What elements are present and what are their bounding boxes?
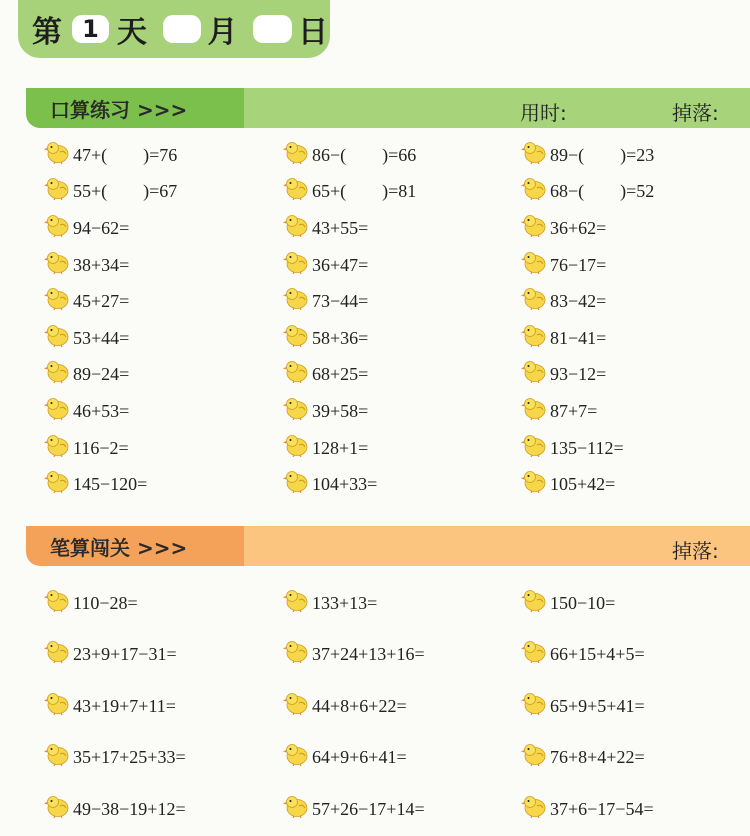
problem-expression: 81−41= — [550, 327, 607, 348]
problem-expression: 45+27= — [73, 291, 130, 312]
problem-expression: 44+8+6+22= — [312, 695, 407, 716]
problem-expression: 53+44= — [73, 327, 130, 348]
problem-expression: 104+33= — [312, 474, 378, 495]
chick-icon — [44, 469, 70, 493]
written-calc-bar — [26, 526, 750, 566]
problem-expression: 116−2= — [73, 437, 129, 458]
chick-icon — [283, 323, 309, 347]
problem-expression: 37+6−17−54= — [550, 798, 654, 819]
problem-expression: 35+17+25+33= — [73, 747, 186, 768]
chick-icon — [521, 742, 547, 766]
problem-item[interactable] — [283, 288, 368, 313]
problem-expression: 87+7= — [550, 401, 598, 422]
problem-item[interactable] — [283, 252, 368, 277]
chick-icon — [521, 286, 547, 310]
problem-expression: 36+47= — [312, 254, 369, 275]
chick-icon — [44, 742, 70, 766]
chick-icon — [521, 396, 547, 420]
problem-item[interactable] — [521, 398, 597, 423]
problem-expression: 83−42= — [550, 291, 607, 312]
chick-icon — [283, 396, 309, 420]
chick-icon — [44, 176, 70, 200]
problem-expression: 55+( )=67 — [73, 181, 178, 202]
chick-icon — [44, 250, 70, 274]
problem-expression: 64+9+6+41= — [312, 747, 407, 768]
chick-icon — [521, 213, 547, 237]
written-calc-title: 笔算闯关 >>> — [26, 526, 244, 566]
problem-expression: 93−12= — [550, 364, 607, 385]
problem-item[interactable] — [283, 435, 368, 460]
problem-item[interactable] — [283, 642, 425, 667]
chick-icon — [44, 433, 70, 457]
chick-icon — [521, 359, 547, 383]
problem-expression: 57+26−17+14= — [312, 798, 425, 819]
chick-icon — [521, 588, 547, 612]
chick-icon — [44, 140, 70, 164]
problem-expression: 39+58= — [312, 401, 369, 422]
oral-practice-title: 口算练习 >>> — [26, 88, 244, 128]
chick-icon — [283, 691, 309, 715]
chick-icon — [283, 286, 309, 310]
problem-item[interactable] — [283, 179, 416, 204]
month-blank[interactable] — [163, 15, 202, 43]
chick-icon — [283, 588, 309, 612]
problem-item[interactable] — [521, 693, 645, 718]
problem-expression: 145−120= — [73, 474, 148, 495]
day-number: 1 — [72, 15, 109, 43]
problem-item[interactable] — [521, 745, 645, 770]
problem-item[interactable] — [44, 590, 138, 615]
problem-expression: 36+62= — [550, 218, 607, 239]
day-header — [18, 0, 330, 58]
problem-item[interactable] — [283, 471, 377, 496]
problem-item[interactable] — [521, 590, 615, 615]
oral-drop-label: 掉落: — [672, 101, 719, 125]
problem-item[interactable] — [44, 142, 177, 167]
problem-expression: 65+9+5+41= — [550, 695, 645, 716]
problem-expression: 150−10= — [550, 592, 616, 613]
problem-item[interactable] — [44, 362, 129, 387]
chick-icon — [44, 639, 70, 663]
month-label: 月 — [207, 15, 238, 50]
problem-item[interactable] — [283, 398, 368, 423]
problem-expression: 38+34= — [73, 254, 130, 275]
chick-icon — [521, 469, 547, 493]
problem-item[interactable] — [521, 252, 606, 277]
chick-icon — [44, 286, 70, 310]
problem-item[interactable] — [521, 796, 654, 821]
problem-item[interactable] — [521, 215, 606, 240]
problem-expression: 43+19+7+11= — [73, 695, 176, 716]
problem-item[interactable] — [283, 362, 368, 387]
problem-expression: 110−28= — [73, 592, 138, 613]
problem-item[interactable] — [44, 398, 129, 423]
problem-expression: 37+24+13+16= — [312, 644, 425, 665]
problem-expression: 47+( )=76 — [73, 144, 178, 165]
chick-icon — [521, 323, 547, 347]
problem-item[interactable] — [44, 796, 186, 821]
problem-expression: 23+9+17−31= — [73, 644, 177, 665]
chick-icon — [283, 213, 309, 237]
chick-icon — [44, 588, 70, 612]
problem-item[interactable] — [44, 325, 129, 350]
day-label: 日 — [297, 15, 328, 50]
chick-icon — [283, 176, 309, 200]
problem-item[interactable] — [283, 796, 425, 821]
problem-item[interactable] — [44, 215, 129, 240]
problem-expression: 58+36= — [312, 327, 369, 348]
problem-expression: 76−17= — [550, 254, 607, 275]
problem-expression: 133+13= — [312, 592, 378, 613]
problem-item[interactable] — [283, 693, 407, 718]
problem-item[interactable] — [44, 471, 147, 496]
chick-icon — [283, 359, 309, 383]
chick-icon — [521, 176, 547, 200]
problem-expression: 49−38−19+12= — [73, 798, 186, 819]
problem-item[interactable] — [44, 745, 186, 770]
problem-item[interactable] — [521, 362, 606, 387]
chick-icon — [44, 794, 70, 818]
problem-item[interactable] — [44, 288, 129, 313]
chick-icon — [44, 691, 70, 715]
day-prefix: 第 — [32, 15, 62, 50]
chick-icon — [521, 140, 547, 164]
problem-item[interactable] — [44, 642, 177, 667]
problem-expression: 46+53= — [73, 401, 130, 422]
problem-expression: 94−62= — [73, 218, 130, 239]
problem-expression: 76+8+4+22= — [550, 747, 645, 768]
chick-icon — [521, 250, 547, 274]
problem-item[interactable] — [521, 471, 615, 496]
chick-icon — [283, 469, 309, 493]
problem-expression: 135−112= — [550, 437, 624, 458]
chick-icon — [283, 433, 309, 457]
problem-item[interactable] — [44, 693, 176, 718]
problem-expression: 105+42= — [550, 474, 616, 495]
problem-item[interactable] — [283, 325, 368, 350]
chick-icon — [44, 213, 70, 237]
problem-expression: 65+( )=81 — [312, 181, 417, 202]
chick-icon — [283, 140, 309, 164]
chick-icon — [283, 794, 309, 818]
problem-item[interactable] — [521, 288, 606, 313]
written-drop-label: 掉落: — [672, 539, 719, 563]
problem-expression: 43+55= — [312, 218, 369, 239]
problem-item[interactable] — [283, 590, 377, 615]
problem-item[interactable] — [44, 179, 177, 204]
problem-expression: 73−44= — [312, 291, 369, 312]
problem-expression: 128+1= — [312, 437, 369, 458]
problem-item[interactable] — [521, 435, 624, 460]
chick-icon — [521, 639, 547, 663]
problem-item[interactable] — [521, 142, 654, 167]
problem-item[interactable] — [521, 179, 654, 204]
problem-expression: 68+25= — [312, 364, 369, 385]
problem-expression: 89−24= — [73, 364, 130, 385]
problem-expression: 68−( )=52 — [550, 181, 655, 202]
day-blank[interactable] — [253, 15, 292, 43]
chick-icon — [521, 691, 547, 715]
chick-icon — [283, 639, 309, 663]
chick-icon — [283, 250, 309, 274]
problem-item[interactable] — [44, 252, 129, 277]
problem-item[interactable] — [283, 142, 416, 167]
day-suffix: 天 — [116, 15, 147, 50]
chick-icon — [44, 396, 70, 420]
problem-item[interactable] — [521, 325, 606, 350]
time-label: 用时: — [520, 101, 567, 125]
problem-expression: 89−( )=23 — [550, 144, 655, 165]
problem-item[interactable] — [283, 745, 407, 770]
chick-icon — [44, 359, 70, 383]
problem-expression: 66+15+4+5= — [550, 644, 645, 665]
problem-item[interactable] — [521, 642, 645, 667]
chick-icon — [521, 794, 547, 818]
problem-item[interactable] — [283, 215, 368, 240]
chick-icon — [283, 742, 309, 766]
chick-icon — [521, 433, 547, 457]
problem-item[interactable] — [44, 435, 129, 460]
chick-icon — [44, 323, 70, 347]
oral-practice-bar — [26, 88, 750, 128]
problem-expression: 86−( )=66 — [312, 144, 417, 165]
